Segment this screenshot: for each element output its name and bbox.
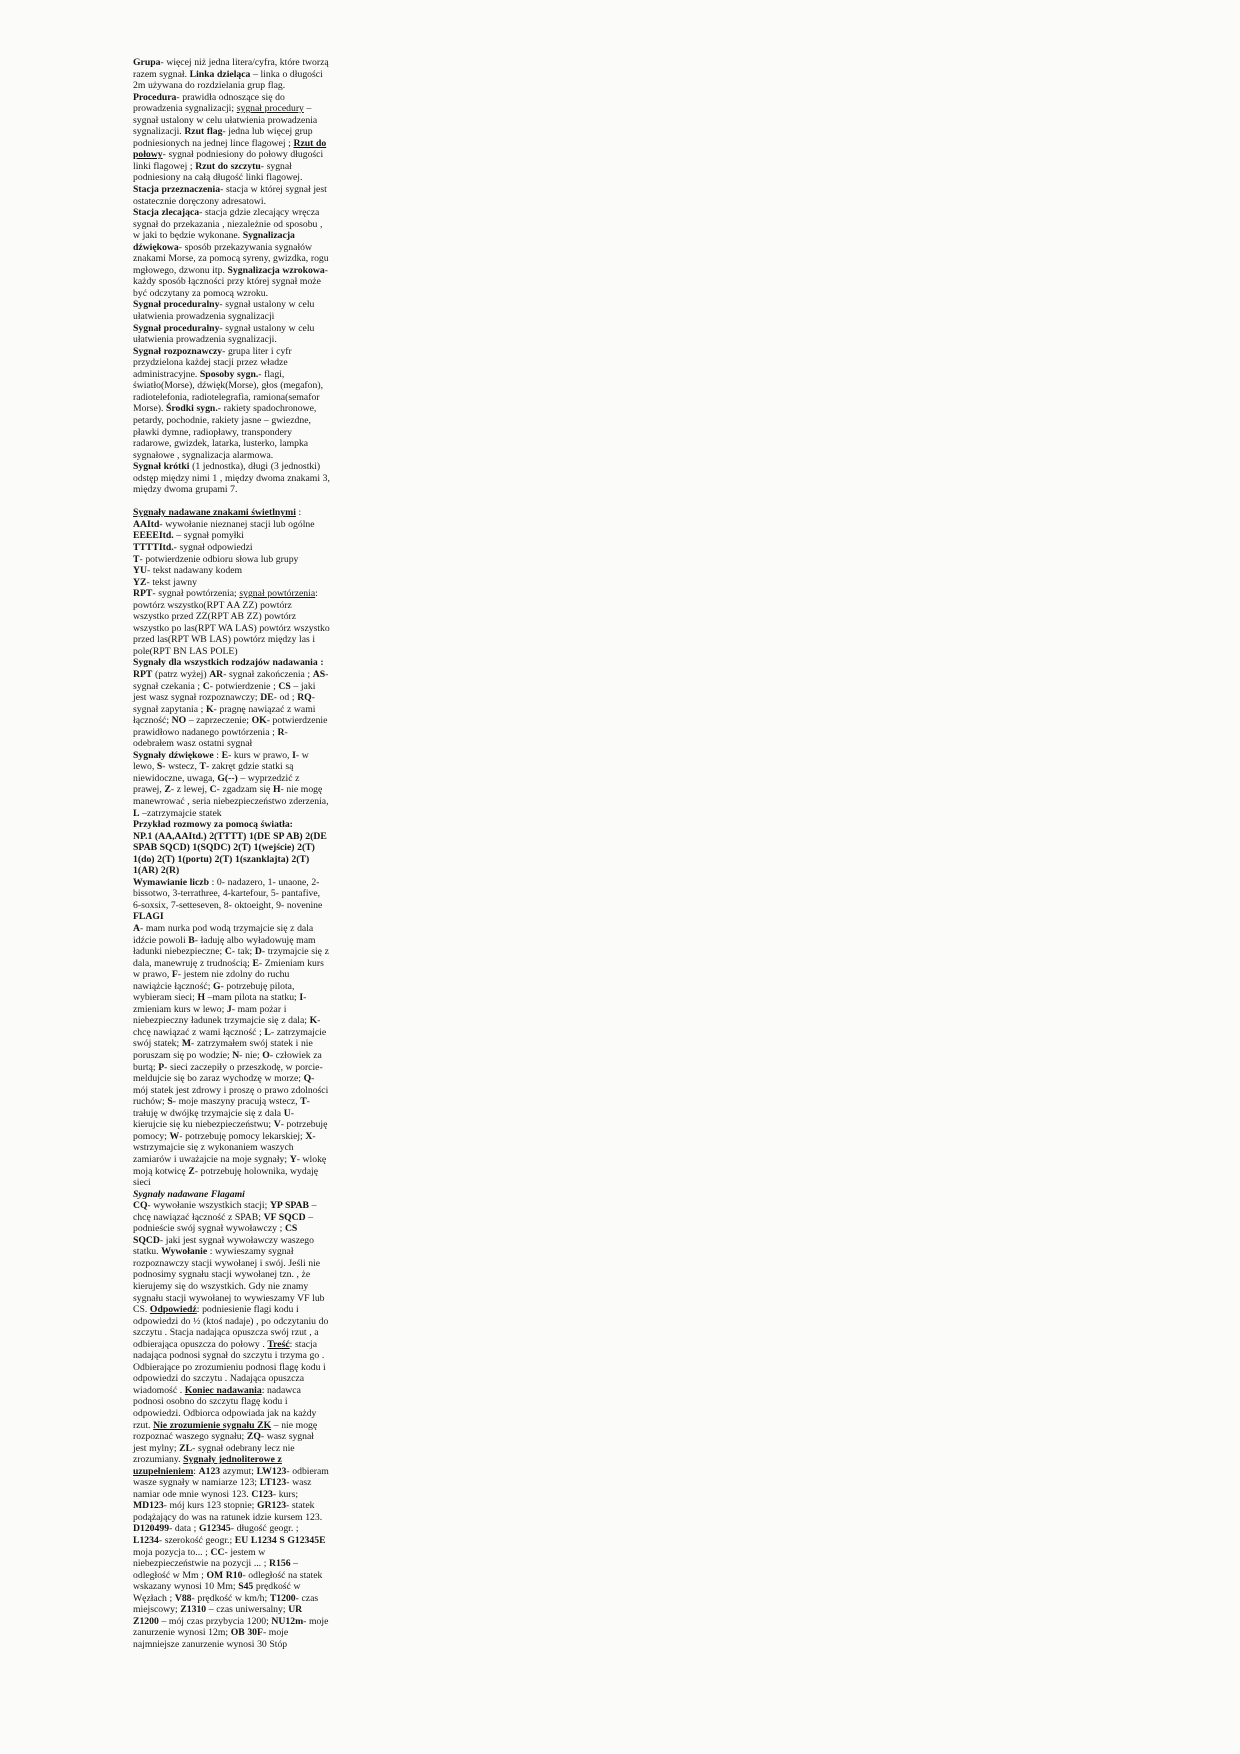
para-wymawianie-liczb: Wymawianie liczb : 0- nadazero, 1- unaone, 2- bissotwo, 3-terrathree, 4-kartefour, 5- pantafive, 6-soxsix, 7-setteseven, 8- oktoeight, 9- novenine (133, 876, 323, 911)
para-sygnal-rozpoznawczy: Sygnał rozpoznawczy- grupa liter i cyfr przydzielona każdej stacji przez władze administracyjne. Sposoby sygn.- flagi, światło(Morse), dźwięk(Morse), głos (megafon), radiotelefonia, radiotelegrafia, ramiona(semafor Morse). Środki sygn.- rakiety spadochronowe, petardy, pochodnie, rakiety jasne – gwiezdne, pławki dymne, radiopławy, transpondery radarowe, gwizdek, latarka, lusterko, lampka sygnałowe , sygnalizacja alarmowa. (133, 345, 323, 461)
para-rpt: RPT- sygnał powtórzenia; sygnał powtórzenia: powtórz wszystko(RPT AA ZZ) powtórz wszystko przed ZZ(RPT AB ZZ) powtórz wszystko po las(RPT WA LAS) powtórz wszystko przed las(RPT WB LAS) powtórz między las i pole(RPT BN LAS POLE) (133, 588, 330, 657)
line-yz: YZ- tekst jawny (133, 576, 197, 588)
para-sygnal-krotki: Sygnał krótki (1 jednostka), długi (3 jednostki) odstęp między nimi 1 , między dwoma znakami 3, między dwoma grupami 7. (133, 461, 330, 496)
para-przyklad: NP.1 (AA,AAItd.) 2(TTTT) 1(DE SP AB) 2(DE SPAB SQCD) 1(SQDC) 2(T) 1(wejście) 2(T) 1(do) 2(T) 1(portu) 2(T) 1(szanklajta) 2(T) 1(AR) 2(R) (133, 830, 327, 877)
para-stacja-przeznaczenia: Stacja przeznaczenia- stacja w której sygnał jest ostatecznie doręczony adresatowi. (133, 184, 327, 207)
line-ttttitd: TTTTItd.- sygnał odpowiedzi (133, 541, 253, 553)
para-definitions: Grupa- więcej niż jedna litera/cyfra, które tworzą razem sygnał. Linka dzieląca – linka o długości 2m używana do rozdzielania grup flag. Procedura- prawidła odnoszące się do prowadzenia sygnalizacji; sygnał procedury – sygnał ustalony w celu ułatwienia prowadzenia sygnalizacji. Rzut flag- jedna lub więcej grup podniesionych na jednej lince flagowej ; Rzut do połowy- sygnał podniesiony do połowy długości linki flagowej ; Rzut do szczytu- sygnał podniesiony na całą długość linki flagowej. (133, 57, 329, 184)
text-column (133, 57, 330, 1650)
heading-sygnaly-flagami: Sygnały nadawane Flagami (133, 1188, 245, 1200)
heading-flagi: FLAGI (133, 911, 164, 923)
line-eeeeitd: EEEEItd. – sygnał pomyłki (133, 530, 244, 542)
para-stacja-zlecajaca: Stacja zlecająca- stacja gdzie zlecający wręcza sygnał do przekazania , niezależnie od sposobu , w jaki to będzie wykonane. Sygnalizacja dźwiękowa- sposób przekazywania sygnałów znakami Morse, za pomocą syreny, gwizdka, rogu mgłowego, dzwonu itp. Sygnalizacja wzrokowa- każdy sposób łączności przy której sygnał może być odczytany za pomocą wzroku. (133, 207, 329, 299)
para-flagi-procedury: CQ- wywołanie wszystkich stacji; YP SPAB – chcę nawiązać łączność z SPAB; VF SQCD – podnieście swój sygnał wywoławczy ; CS SQCD- jaki jest sygnał wywoławczy waszego statku. Wywołanie : wywieszamy sygnał rozpoznawczy stacji wywołanej i swój. Jeśli nie podnosimy sygnału stacji wywołanej tzn. , że kierujemy się do wszystkich. Gdy nie znamy sygnału stacji wywołanej to wywieszamy VF lub CS. Odpowiedź: podniesienie flagi kodu i odpowiedzi do ½ (ktoś nadaje) , po odczytaniu do szczytu . Stacja nadająca opuszcza swój rzut , a odbierająca opuszcza do połowy . Treść: stacja nadająca podnosi sygnał do szczytu i trzyma go . Odbierające po zrozumieniu podnosi flagę kodu i odpowiedzi do szczytu . Nadająca opuszcza wiadomość . Koniec nadawania: nadawca podnosi osobno do szczytu flagę kodu i odpowiedzi. Odbiorca odpowiada jak na każdy rzut. Nie zrozumienie sygnału ZK – nie mogę rozpoznać waszego sygnału; ZQ- wasz sygnał jest mylny; ZL- sygnał odebrany lecz nie zrozumiany. Sygnały jednoliterowe z uzupełnieniem: A123 azymut; LW123- odbieram wasze sygnały w namiarze 123; LT123- wasz namiar ode mnie wynosi 123. C123- kurs; MD123- mój kurs 123 stopnie; GR123- statek podążający do was na ratunek idzie kursem 123. D120499- data ; G12345- długość geogr. ; L1234- szerokość geogr.; EU L1234 S G12345E moja pozycja to... ; CC- jestem w niebezpieczeństwie na pozycji ... ; R156 –odległość w Mm ; OM R10- odległość na statek wskazany wynosi 10 Mm; S45 prędkość w Węzłach ; V88- prędkość w km/h; T1200- czas miejscowy; Z1310 – czas uniwersalny; UR Z1200 – mój czas przybycia 1200; NU12m- moje zanurzenie wynosi 12m; OB 30F- moje najmniejsze zanurzenie wynosi 30 Stóp (133, 1200, 329, 1650)
para-sygnal-proceduralny-1: Sygnał proceduralny- sygnał ustalony w celu ułatwienia prowadzenia sygnalizacji (133, 299, 315, 323)
line-aaitd: AAItd- wywołanie nieznanej stacji lub ogólne (133, 518, 315, 530)
para-flagi: A- mam nurka pod wodą trzymajcie się z dala idźcie powoli B- ładuję albo wyładowuję mam ładunki niebezpieczne; C- tak; D- trzymajcie się z dala, manewruję z trudnością; E- Zmieniam kurs w prawo, F- jestem nie zdolny do ruchu nawiążcie łączność; G- potrzebuję pilota, wybieram sieci; H –mam pilota na statku; I- zmieniam kurs w lewo; J- mam pożar i niebezpieczny ładunek trzymajcie się z dala; K- chcę nawiązać z wami łączność ; L- zatrzymajcie swój statek; M- zatrzymałem swój statek i nie poruszam się po wodzie; N- nie; O- człowiek za burtą; P- sieci zaczepiły o przeszkodę, w porcie- meldujcie się bo zaraz wychodzę w morze; Q- mój statek jest zdrowy i proszę o prawo zdolności ruchów; S- moje maszyny pracują wstecz, T- trałuję w dwójkę trzymajcie się z dala U- kierujcie się ku niebezpieczeństwu; V- potrzebuję pomocy; W- potrzebuję pomocy lekarskiej; X- wstrzymajcie się z wykonaniem waszych zamiarów i uważajcie na moje sygnały; Y- wlokę moją kotwicę Z- potrzebuję holownika, wydaję sieci (133, 923, 329, 1189)
para-rpt-ar: RPT (patrz wyżej) AR- sygnał zakończenia ; AS- sygnał czekania ; C- potwierdzenie ; CS – jaki jest wasz sygnał rozpoznawczy; DE- od ; RQ- sygnał zapytania ; K- pragnę nawiązać z wami łączność; NO – zaprzeczenie; OK- potwierdzenie prawidłowo nadanego powtórzenia ; R- odebrałem wasz ostatni sygnał (133, 668, 329, 750)
para-sygnal-proceduralny-2: Sygnał proceduralny- sygnał ustalony w celu ułatwienia prowadzenia sygnalizacji. (133, 322, 315, 346)
para-sygnaly-dzwiekowe: Sygnały dźwiękowe : E- kurs w prawo, I- w lewo, S- wstecz, T- zakręt gdzie statki są niewidoczne, uwaga, G(--) – wyprzedzić z prawej, Z- z lewej, C- zgadzam się H- nie mogę manewrować , seria niebezpieczeństwo zderzenia, L –zatrzymajcie statek (133, 749, 329, 819)
heading-przyklad-rozmowy: Przykład rozmowy za pomocą światła: (133, 819, 293, 831)
line-t: T- potwierdzenie odbioru słowa lub grupy (133, 553, 299, 565)
line-yu: YU- tekst nadawany kodem (133, 565, 243, 577)
heading-wszystkie-rodzaje: Sygnały dla wszystkich rodzajów nadawania : (133, 657, 324, 669)
heading-sygnaly-swietlne: Sygnały nadawane znakami świetlnymi : (133, 507, 302, 519)
